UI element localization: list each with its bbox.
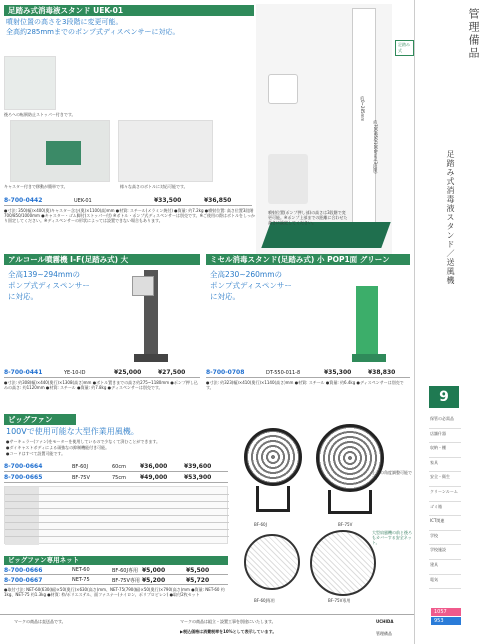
sec5-price-row-1 — [4, 566, 228, 575]
sec3-desc-2: ポンプ式ディスペンサー — [210, 281, 292, 290]
sidebar-item[interactable]: 建具 — [429, 560, 461, 575]
sec2-desc-1: 全高139~294mmの — [8, 270, 81, 279]
footer-brand: UCHIDA — [376, 619, 394, 624]
sidebar-item[interactable]: 店舗什器 — [429, 429, 461, 444]
page-badge-b: 953 — [431, 617, 461, 625]
product-code: 8-700-0667 — [4, 576, 43, 584]
sidebar-item[interactable]: 家具 — [429, 458, 461, 473]
price-tax: ¥38,830 — [368, 369, 396, 376]
product-code: 8-700-0442 — [4, 197, 43, 204]
section-title-alcohol-sprayer: アルコール噴霧機 I-F(足踏み式) 大 — [4, 254, 200, 265]
section-title-fan-net: ビッグファン専用ネット — [4, 556, 228, 565]
sec2-notes: ●寸法: 約308(幅)×440(奥行)×1308(高さ)mm ●ボトル置きまでの高さ約275~1180mm ●ポンプ押し込みの高さ: 約1120mm ●材質: スチール ●質量: 約7.8kg ●ディスペンサーは別売です。 — [4, 380, 198, 391]
sec4-bullet-1: ●サーキュラー(ファン)をモーターを使用しているので少なくて済むことができます。 — [6, 439, 161, 444]
price-tax: ¥39,600 — [184, 463, 212, 470]
model-number: NET-75 — [72, 577, 90, 583]
sec1-dim-a: 約0~285mm — [360, 96, 366, 122]
fan-size: 75cm — [112, 474, 126, 481]
sec4-price-row-2 — [4, 473, 228, 483]
right-sidebar — [414, 0, 480, 644]
footer-note-2: マークの商品は組立・設置工事を別途にいたします。 — [180, 619, 276, 624]
sidebar-nav — [429, 414, 461, 589]
footer-note-3: ▶税込価格は消費税率を10%として表示しています。 — [180, 629, 277, 634]
sec2-price-row — [4, 368, 200, 378]
sec4-desc: 100Vで使用可能な大型作業用風機。 — [6, 427, 139, 436]
product-code: 8-700-0708 — [206, 369, 245, 376]
sec1-desc-2: 全高約285mmまでのポンプ式ディスペンサーに対応。 — [6, 28, 180, 36]
net-spec: BF-60J専用 — [112, 567, 138, 574]
sec4-bullet-2: ●ダイキャストボディによる頑強なの抑制機能付き可能。 — [6, 445, 110, 450]
price: ¥35,300 — [324, 369, 352, 376]
product-code: 8-700-0665 — [4, 474, 43, 481]
net-caption: 大型扇風機の前と後ろもカバーする安全ネット。 — [372, 530, 412, 546]
model-number: NET-60 — [72, 567, 90, 573]
sec5-notes: ●取付寸法: NET-60(630(幅)×50(奥行)×630(高さ)mm、NET-75(790(幅)×50(奥行)×790(高さ)mm ●質量: NET-60 約1kg、NET-75 約1.3kg ●材質: 枠/ポリエステル、面ファスナー(ナイロン、ポリプロピレン) ●取付2枚セット — [4, 587, 225, 598]
sec1-caption-c: 様々な高さのボトルに対応可能です。 — [120, 184, 188, 189]
model-number: BF-75V — [72, 474, 90, 481]
sec5-price-row-2 — [4, 576, 228, 585]
model-number: YE-10-ID — [64, 369, 86, 376]
fan-caption-side: 上下の角度調整可能です。 — [372, 470, 412, 481]
price-tax: ¥5,500 — [186, 566, 210, 574]
net-label-60: BF-60J専用 — [254, 598, 275, 603]
sec1-image-caster — [4, 56, 56, 110]
price: ¥25,000 — [114, 369, 142, 376]
sec1-image-heights — [118, 120, 213, 182]
sec2-desc-3: に対応。 — [8, 292, 38, 301]
price: ¥5,000 — [142, 566, 166, 574]
sec4-bullet-3: ●コードはすべて設置可能です。 — [6, 451, 66, 456]
price-tax: ¥53,900 — [184, 474, 212, 481]
sec3-price-row — [206, 368, 410, 378]
page-badges — [431, 608, 461, 626]
sec3-desc-1: 全高230~260mmの — [210, 270, 283, 279]
chapter-number: 9 — [429, 386, 459, 408]
section-title-misel-stand: ミセル消毒スタンド(足踏み式) 小 POP1面 グリーン — [206, 254, 410, 265]
price: ¥33,500 — [154, 197, 182, 204]
net-label-75: BF-75V専用 — [328, 598, 351, 603]
sidebar-item[interactable]: 収納・棚 — [429, 443, 461, 458]
price-tax: ¥36,850 — [204, 197, 232, 204]
sidebar-item[interactable]: ゴミ箱 — [429, 502, 461, 517]
sidebar-item[interactable]: 保管の必需品 — [429, 414, 461, 429]
price: ¥49,000 — [140, 474, 168, 481]
fan-image-60 — [236, 420, 306, 520]
product-code: 8-700-0441 — [4, 369, 43, 376]
fan-label-60: BF-60J — [254, 522, 267, 527]
sec1-image-stand — [10, 120, 110, 182]
model-number: UEK-01 — [74, 197, 92, 204]
sec3-desc-box — [206, 266, 410, 366]
sec1-notes: ●寸法: 350(幅)×400(奥)キャスター含む(奥)×1100(高)mm ●材質: スチール(メラミン焼付) ●質量: 約7.2kg ●噴射位置: 高さ位置3段階700/850/1000mm ●キャスター・ゴム脚付(ストッパー付) ※ボトル・ポンプ式ディスペンサーは別売です。※ご使用の際はボトルをしっかり固定してください。※ディスペンサーの形状によっては設置できない場合もあります。 — [4, 208, 256, 224]
sec1-dim-b: 約700/850/1000mm(3段階) — [373, 120, 379, 174]
product-code: 8-700-0664 — [4, 463, 43, 470]
sec2-desc-2: ポンプ式ディスペンサー — [8, 281, 90, 290]
foot-pump-logo: 足踏み式 — [395, 40, 414, 56]
sidebar-item[interactable]: 安全・衛生 — [429, 472, 461, 487]
sec1-desc-1: 噴射位置の高さを3段階に変更可能。 — [6, 18, 123, 26]
page-badge-a: 1057 — [431, 608, 461, 616]
price-tax: ¥5,720 — [186, 576, 210, 584]
sec1-caption-b: キャスター付きで移動が簡単です。 — [4, 184, 68, 189]
sidebar-item[interactable]: 学校施設 — [429, 545, 461, 560]
price: ¥36,000 — [140, 463, 168, 470]
footer-note-1: マークの商品は直送品です。 — [14, 619, 66, 624]
sidebar-item[interactable]: 電気 — [429, 575, 461, 590]
sec1-caption-a: 後ろへの転倒防止ストッパー付きです。 — [4, 112, 76, 117]
spec-table-area — [4, 486, 228, 544]
fan-size: 60cm — [112, 463, 126, 470]
product-code: 8-700-0666 — [4, 566, 43, 574]
sidebar-subtitle: 足踏み式消毒液スタンド／送風機 — [446, 150, 455, 285]
page-footer — [0, 614, 414, 644]
price: ¥5,200 — [142, 576, 166, 584]
sec3-desc-3: に対応。 — [210, 292, 240, 301]
net-spec: BF-75V専用 — [112, 577, 140, 584]
price-tax: ¥27,500 — [158, 369, 186, 376]
model-number: DT-550-011-8 — [266, 369, 301, 376]
model-number: BF-60J — [72, 463, 88, 470]
sec2-desc-box — [4, 266, 200, 366]
footer-label: 管理備品 — [376, 631, 392, 636]
sec1-caption-d: 噴射位置(ポンプ押し部)の高さは3段階で変更可能。※ポンプ上部までの距離に合わせた高さに設定してください。 — [268, 210, 348, 226]
sidebar-item[interactable]: ICT関連 — [429, 516, 461, 531]
sidebar-item[interactable]: クリーンルーム — [429, 487, 461, 502]
sidebar-item[interactable]: 学校 — [429, 531, 461, 546]
sec3-notes: ●寸法: 約323(幅)×410(奥行)×1140(高さ)mm ●材質: スチール ●質量: 約6.4kg ●ディスペンサーは別売です。 — [206, 380, 404, 391]
sidebar-title: 管理備品 — [467, 8, 480, 60]
sec1-price-row — [4, 196, 252, 206]
fan-label-75: BF-75V — [338, 522, 353, 527]
section-title-uek01: 足踏み式消毒液スタンド UEK-01 — [4, 5, 254, 16]
section-title-big-fan: ビッグファン — [4, 414, 76, 425]
sec4-price-row-1 — [4, 462, 228, 472]
